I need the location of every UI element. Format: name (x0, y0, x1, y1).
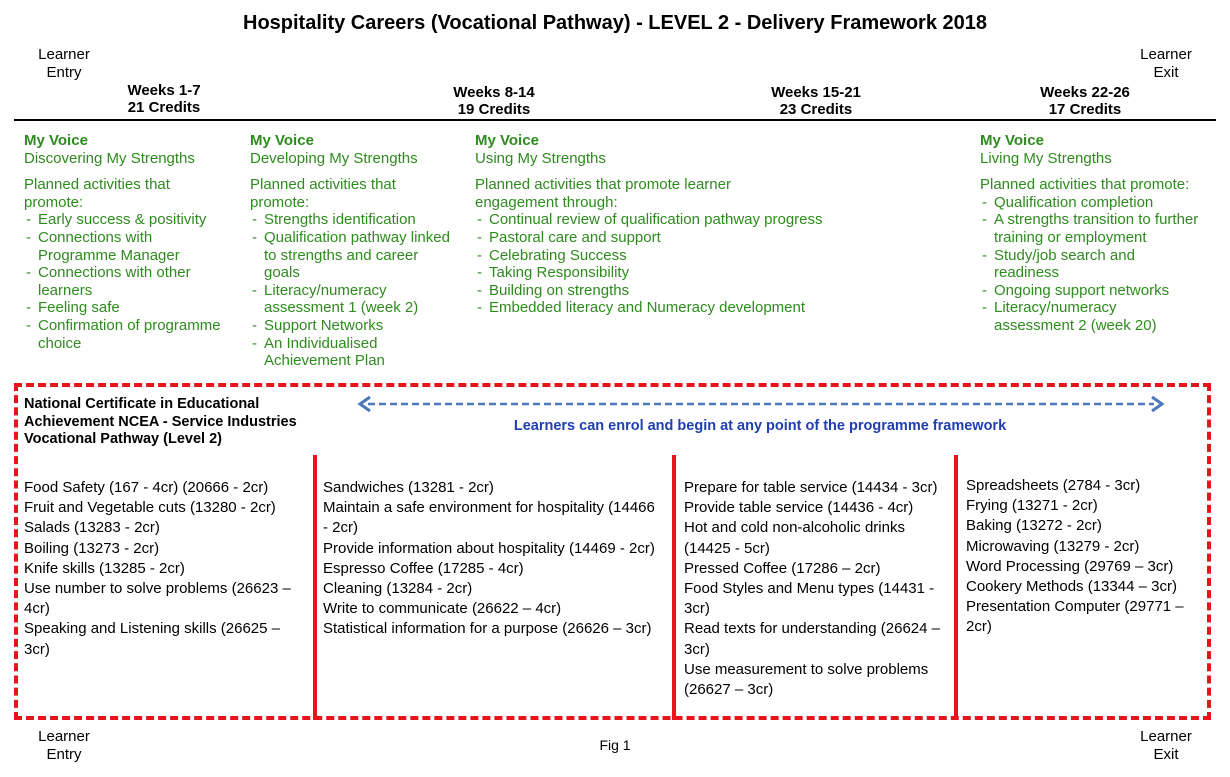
column-divider-3 (954, 455, 958, 720)
unit-item: Prepare for table service (14434 - 3cr) (684, 479, 938, 496)
term-header-4: Weeks 22-26 17 Credits (1040, 84, 1130, 118)
unit-item: Food Safety (167 - 4cr) (20666 - 2cr) (24, 479, 269, 496)
unit-item: Knife skills (13285 - 2cr) (24, 559, 185, 577)
unit-item: Use number to solve problems (26623 – 4cr) (24, 580, 291, 618)
unit-item: Hot and cold non-alcoholic drinks (14425 - 5cr) (684, 519, 905, 557)
learner-entry-bottom: Learner Entry (38, 728, 90, 763)
voice-item: - Building on strengths (475, 282, 855, 300)
voice-column-4: My Voice Living My Strengths Planned activities that promote: - Qualification completion - A strengths transition to further training or employment - Study/job search and readiness - Ongoing support networks - Literacy/numeracy assessment 2 (week 20) (980, 132, 1220, 335)
unit-item: Cookery Methods (13344 – 3cr) (966, 578, 1177, 596)
double-arrow-icon (356, 394, 1166, 414)
unit-item: Speaking and Listening skills (26625 – 3cr) (24, 620, 281, 658)
voice-item: - Study/job search and readiness (980, 247, 1220, 282)
units-column-1 (24, 478, 309, 660)
voice-item: - Celebrating Success (475, 247, 855, 265)
learner-exit-top: Learner Exit (1140, 46, 1192, 81)
learner-entry-top: Learner Entry (38, 46, 90, 81)
unit-item: Read texts for understanding (26624 – 3cr) (684, 620, 941, 658)
voice-item: - Taking Responsibility (475, 264, 855, 282)
unit-item: Maintain a safe environment for hospitality (14466 - 2cr) (323, 499, 655, 537)
voice-item: - Ongoing support networks (980, 282, 1220, 300)
unit-item: Microwaving (13279 - 2cr) (966, 537, 1140, 555)
voice-item: - Confirmation of programme choice (24, 317, 244, 352)
unit-item: Salads (13283 - 2cr) (24, 519, 160, 537)
voice-column-1: My Voice Discovering My Strengths Planned activities that promote: - Early success & positivity - Connections with Programme Manager - Connections with other learners - Feeling safe - Confirmation of programme choice (24, 132, 244, 352)
unit-item: Baking (13272 - 2cr) (966, 517, 1102, 535)
voice-item: - Early success & positivity (24, 211, 244, 229)
units-column-2 (323, 478, 668, 640)
unit-item: Espresso Coffee (17285 - 4cr) (323, 559, 524, 577)
unit-item: Fruit and Vegetable cuts (13280 - 2cr) (24, 499, 276, 517)
voice-item: - Literacy/numeracy assessment 2 (week 20) (980, 299, 1220, 334)
column-divider-2 (672, 455, 676, 720)
voice-item: - Strengths identification (250, 211, 470, 229)
enrol-note: Learners can enrol and begin at any point of the programme framework (513, 418, 1007, 434)
unit-item: Boiling (13273 - 2cr) (24, 539, 160, 557)
voice-item: - Pastoral care and support (475, 229, 855, 247)
term-header-1: Weeks 1-7 21 Credits (127, 82, 201, 116)
unit-item: Frying (13271 - 2cr) (966, 497, 1098, 515)
voice-item: - A strengths transition to further training or employment (980, 211, 1220, 246)
unit-item: Provide information about hospitality (14469 - 2cr) (323, 539, 655, 557)
voice-item: - Connections with other learners (24, 264, 244, 299)
column-divider-1 (313, 455, 317, 720)
voice-column-3: My Voice Using My Strengths Planned activities that promote learner engagement through: - Continual review of qualification pathway progress - Pastoral care and support - Celebrating Success - Taking Responsibility - Building on strengths - Embedded literacy and Numeracy development (475, 132, 855, 317)
term-header-3: Weeks 15-21 23 Credits (771, 84, 861, 118)
unit-item: Word Processing (29769 – 3cr) (966, 557, 1174, 575)
voice-column-2: My Voice Developing My Strengths Planned activities that promote: - Strengths identification - Qualification pathway linked to strengths and career goals - Literacy/numeracy assessment 1 (week 2) - Support Networks - An Individualised Achievement Plan (250, 132, 470, 370)
unit-item: Food Styles and Menu types (14431 - 3cr) (684, 580, 935, 618)
unit-item: Write to communicate (26622 – 4cr) (323, 600, 562, 618)
voice-item: - Connections with Programme Manager (24, 229, 244, 264)
unit-item: Use measurement to solve problems (26627 – 3cr) (684, 660, 929, 699)
term-header-2: Weeks 8-14 19 Credits (453, 84, 535, 118)
units-column-4 (966, 476, 1206, 638)
voice-item: - Embedded literacy and Numeracy development (475, 299, 855, 317)
voice-item: - Continual review of qualification pathway progress (475, 211, 855, 229)
voice-item: - Qualification completion (980, 194, 1220, 212)
unit-item: Sandwiches (13281 - 2cr) (323, 479, 494, 496)
voice-item: - Feeling safe (24, 299, 244, 317)
units-column-3 (684, 478, 952, 700)
unit-item: Spreadsheets (2784 - 3cr) (966, 477, 1141, 494)
page-title: Hospitality Careers (Vocational Pathway) - LEVEL 2 - Delivery Framework 2018 (243, 12, 987, 34)
voice-item: - Qualification pathway linked to strengths and career goals (250, 229, 470, 282)
unit-item: Cleaning (13284 - 2cr) (323, 580, 473, 598)
header-divider (14, 119, 1216, 121)
voice-item: - Literacy/numeracy assessment 1 (week 2) (250, 282, 470, 317)
figure-caption: Fig 1 (599, 737, 631, 753)
unit-item: Pressed Coffee (17286 – 2cr) (684, 559, 881, 577)
voice-item: - An Individualised Achievement Plan (250, 335, 470, 370)
unit-item: Statistical information for a purpose (26626 – 3cr) (323, 620, 652, 638)
learner-exit-bottom: Learner Exit (1140, 728, 1192, 763)
unit-item: Presentation Computer (29771 – 2cr) (966, 598, 1184, 636)
voice-item: - Support Networks (250, 317, 470, 335)
unit-item: Provide table service (14436 - 4cr) (684, 499, 914, 517)
ncea-title: National Certificate in Educational Achievement NCEA - Service Industries Vocational Pathway (Level 2) (24, 396, 297, 447)
